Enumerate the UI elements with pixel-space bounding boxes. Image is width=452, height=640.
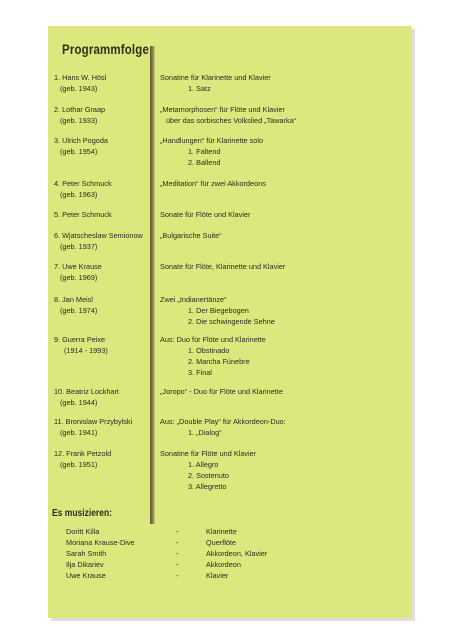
composer-column bbox=[54, 72, 146, 94]
composer-years: (1914 - 1993) bbox=[64, 346, 108, 355]
separator-dash: - bbox=[176, 560, 179, 569]
work-movement: 1. Faltend bbox=[188, 147, 221, 156]
work-column bbox=[160, 334, 410, 378]
composer-name: 6. Wjatscheslaw Semionow bbox=[54, 231, 143, 240]
work-title: „Joropo“ - Duo für Flöte und Klarinette bbox=[160, 387, 283, 396]
work-movement: über das sorbisches Volkslied „Tawarka“ bbox=[166, 116, 297, 125]
composer-name: 4. Peter Schmuck bbox=[54, 179, 112, 188]
composer-column bbox=[54, 135, 146, 157]
decorative-vertical-line bbox=[150, 46, 155, 524]
work-column bbox=[160, 178, 410, 189]
work-movement: 2. Ballend bbox=[188, 158, 221, 167]
composer-years: (geb. 1951) bbox=[60, 460, 98, 469]
composer-years: (geb. 1944) bbox=[60, 398, 98, 407]
composer-column bbox=[54, 386, 146, 408]
work-title: Zwei „Indianertänze“ bbox=[160, 295, 227, 304]
work-column bbox=[160, 72, 410, 94]
musician-instrument: Akkordeon bbox=[206, 560, 241, 569]
work-movement: 3. Final bbox=[188, 368, 212, 377]
work-title: „Handlungen“ für Klarinette solo bbox=[160, 136, 264, 145]
musician-instrument: Akkordeon, Klavier bbox=[206, 549, 268, 558]
work-title: Aus: „Double Play“ für Akkordeon-Duo: bbox=[160, 417, 286, 426]
separator-dash: - bbox=[176, 549, 179, 558]
composer-years: (geb. 1954) bbox=[60, 147, 98, 156]
composer-years: (geb. 1969) bbox=[60, 273, 98, 282]
composer-name: 1. Hans W. Hösl bbox=[54, 73, 107, 82]
separator-dash: - bbox=[176, 527, 179, 536]
composer-name: 9. Guerra Peixe bbox=[54, 335, 106, 344]
composer-years: (geb. 1943) bbox=[60, 84, 98, 93]
work-title: „Metamorphosen“ für Flöte und Klavier bbox=[160, 105, 285, 114]
separator-dash: - bbox=[176, 538, 179, 547]
work-column bbox=[160, 230, 410, 241]
composer-name: 7. Uwe Krause bbox=[54, 262, 102, 271]
musician-name: Sarah Smith bbox=[66, 549, 107, 558]
work-title: Sonatine für Flöte und Klavier bbox=[160, 449, 257, 458]
work-title: Sonatine für Klarinette und Klavier bbox=[160, 73, 271, 82]
composer-years: (geb. 1933) bbox=[60, 116, 98, 125]
work-column bbox=[160, 135, 410, 168]
composer-column bbox=[54, 104, 146, 126]
musician-name: Doritt Killa bbox=[66, 527, 100, 536]
work-movement: 3. Allegretto bbox=[188, 482, 227, 491]
composer-name: 5. Peter Schmuck bbox=[54, 210, 112, 219]
work-column bbox=[160, 386, 410, 397]
work-column bbox=[160, 209, 410, 220]
work-movement: 1. Allegro bbox=[188, 460, 219, 469]
work-movement: 1. Satz bbox=[188, 84, 211, 93]
work-title: Aus: Duo für Flöte und Klarinette bbox=[160, 335, 266, 344]
musician-instrument: Klavier bbox=[206, 571, 229, 580]
work-title: „Bulgarische Suite“ bbox=[160, 231, 222, 240]
work-title: „Meditation“ für zwei Akkordeons bbox=[160, 179, 266, 188]
work-column bbox=[160, 416, 410, 438]
composer-column bbox=[54, 448, 146, 470]
composer-name: 10. Beatriz Lockhart bbox=[54, 387, 119, 396]
musicians-heading: Es musizieren: bbox=[52, 508, 113, 519]
program-sheet bbox=[48, 26, 412, 618]
work-movement: 1. „Dialog“ bbox=[188, 428, 222, 437]
composer-years: (geb. 1937) bbox=[60, 242, 98, 251]
composer-column bbox=[54, 209, 146, 220]
composer-column bbox=[54, 294, 146, 316]
composer-name: 2. Lothar Graap bbox=[54, 105, 106, 114]
work-title: Sonate für Flöte, Klarinette und Klavier bbox=[160, 262, 286, 271]
composer-name: 11. Bronislaw Przybylski bbox=[54, 417, 133, 426]
composer-column bbox=[54, 230, 146, 252]
musician-instrument: Querflöte bbox=[206, 538, 237, 547]
composer-years: (geb. 1974) bbox=[60, 306, 98, 315]
musician-name: Moriana Krause-Dive bbox=[66, 538, 135, 547]
work-movement: 2. Die schwingende Sehne bbox=[188, 317, 275, 326]
work-movement: 1. Der Biegebogen bbox=[188, 306, 249, 315]
composer-name: 12. Frank Petzold bbox=[54, 449, 112, 458]
work-movement: 2. Sostenuto bbox=[188, 471, 229, 480]
work-column bbox=[160, 104, 410, 126]
separator-dash: - bbox=[176, 571, 179, 580]
work-column bbox=[160, 448, 410, 492]
composer-column bbox=[54, 178, 146, 200]
musician-name: Ilja Dikariev bbox=[66, 560, 104, 569]
composer-name: 8. Jan Meisl bbox=[54, 295, 93, 304]
composer-years: (geb. 1941) bbox=[60, 428, 98, 437]
work-column bbox=[160, 261, 410, 272]
work-movement: 1. Obstinado bbox=[188, 346, 230, 355]
work-movement: 2. Marcha Fúnebre bbox=[188, 357, 250, 366]
page-title: Programmfolge bbox=[62, 42, 150, 57]
work-column bbox=[160, 294, 410, 327]
composer-column bbox=[54, 416, 146, 438]
composer-column bbox=[54, 261, 146, 283]
musician-name: Uwe Krause bbox=[66, 571, 106, 580]
composer-years: (geb. 1963) bbox=[60, 190, 98, 199]
composer-name: 3. Ulrich Pogoda bbox=[54, 136, 108, 145]
composer-column bbox=[54, 334, 146, 356]
work-title: Sonate für Flöte und Klavier bbox=[160, 210, 251, 219]
musician-instrument: Klarinette bbox=[206, 527, 237, 536]
